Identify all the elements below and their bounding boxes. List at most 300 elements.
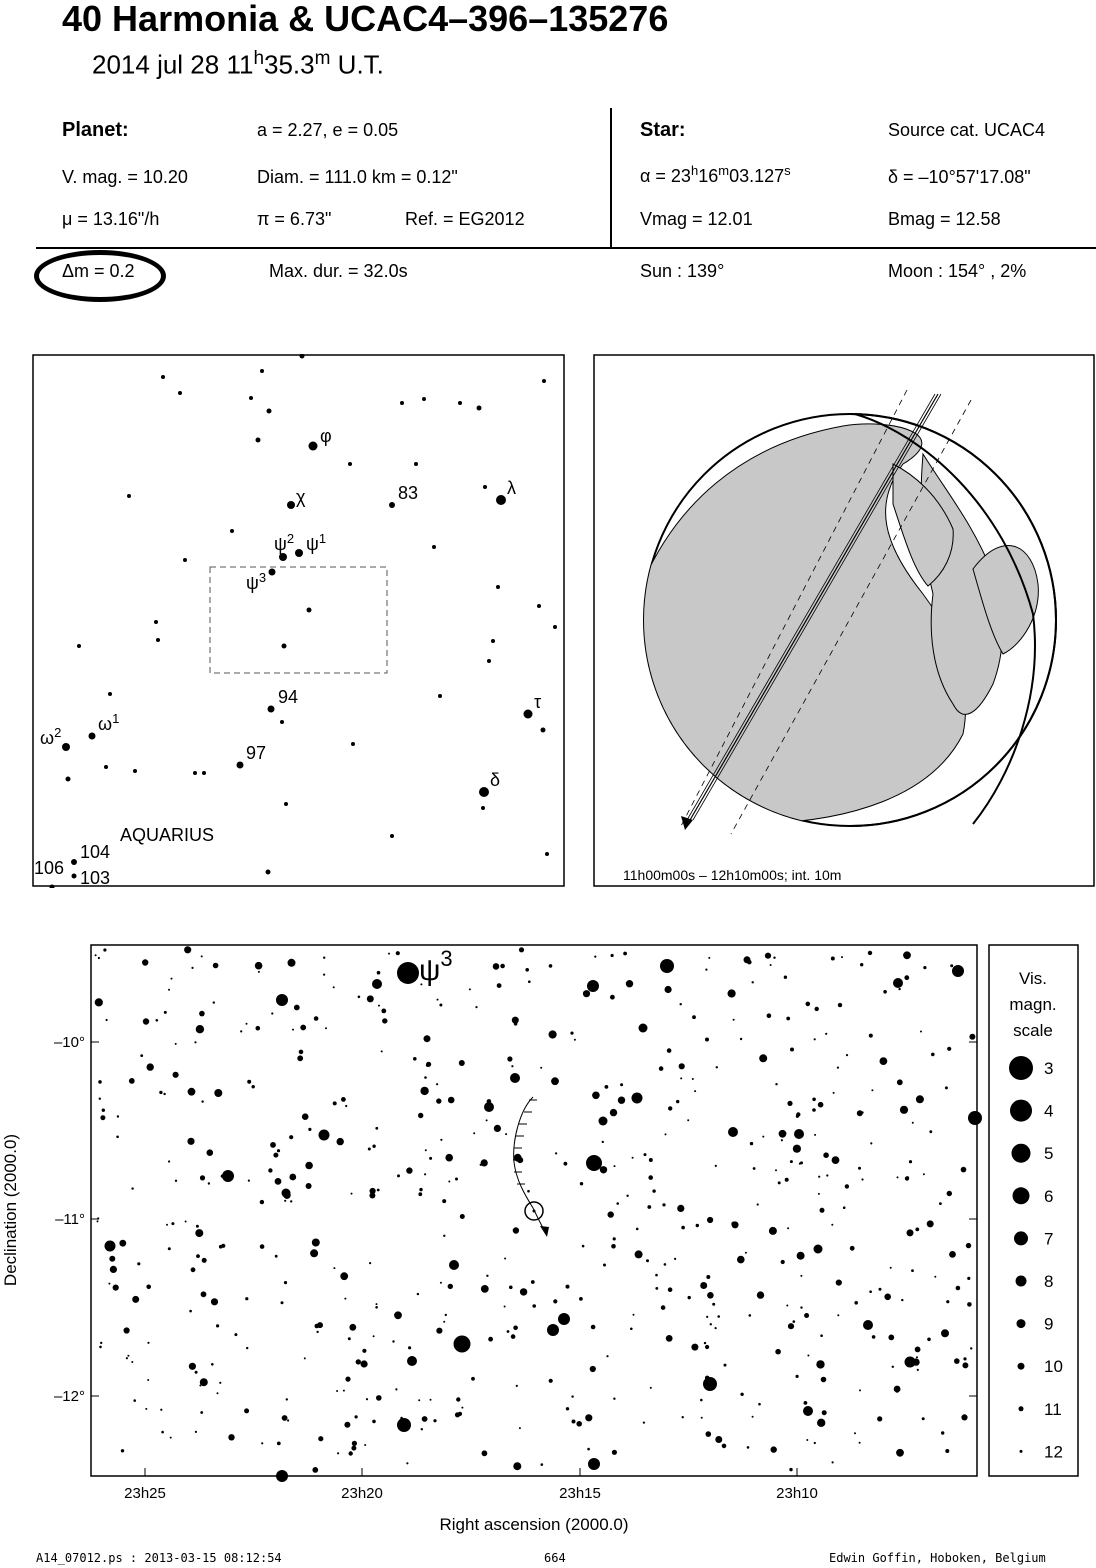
field-star bbox=[352, 1441, 357, 1446]
field-star bbox=[818, 1193, 820, 1195]
label-83: 83 bbox=[398, 483, 419, 503]
field-star bbox=[832, 1156, 840, 1164]
x-tick-1: 23h25 bbox=[124, 1485, 166, 1502]
field-star bbox=[443, 1235, 445, 1237]
field-star bbox=[880, 1057, 888, 1065]
label-psi3: $\psi^3$ bbox=[246, 570, 267, 593]
field-star bbox=[877, 1416, 882, 1421]
field-star bbox=[406, 1167, 412, 1173]
field-star bbox=[430, 1399, 432, 1401]
field-star bbox=[704, 1342, 706, 1344]
field-star bbox=[753, 1167, 756, 1170]
field-star bbox=[504, 1258, 506, 1260]
field-star bbox=[897, 1176, 899, 1178]
field-star bbox=[591, 1325, 596, 1330]
field-star bbox=[620, 1083, 623, 1086]
field-star bbox=[304, 1357, 306, 1359]
field-star bbox=[692, 1015, 696, 1019]
field-star bbox=[674, 1258, 676, 1260]
field-star bbox=[717, 1315, 720, 1318]
planet-ref: Ref. = EG2012 bbox=[405, 209, 525, 229]
footer-author: Edwin Goffin, Hoboken, Belgium bbox=[829, 1551, 1046, 1565]
field-star bbox=[234, 1333, 237, 1336]
field-star bbox=[820, 1208, 825, 1213]
field-star bbox=[939, 1202, 942, 1205]
field-star bbox=[381, 1050, 383, 1052]
alpha-mid: 16 bbox=[698, 166, 719, 186]
field-star bbox=[505, 1133, 507, 1135]
field-star bbox=[95, 998, 103, 1006]
field-star bbox=[759, 1054, 767, 1062]
field-star bbox=[854, 1301, 858, 1305]
finder-chart bbox=[32, 354, 566, 888]
field-star bbox=[244, 1408, 249, 1413]
field-star bbox=[815, 1007, 819, 1011]
label-phi: φ bbox=[320, 426, 332, 446]
field-star bbox=[378, 1005, 380, 1007]
max-duration: Max. dur. = 32.0s bbox=[269, 261, 408, 281]
field-star bbox=[647, 1205, 651, 1209]
field-star bbox=[626, 980, 633, 987]
field-star bbox=[705, 969, 707, 971]
field-star bbox=[571, 1395, 573, 1397]
field-star bbox=[630, 1328, 633, 1331]
field-star bbox=[806, 1002, 811, 1007]
field-star bbox=[954, 1358, 960, 1364]
star-heading: Star: bbox=[640, 119, 686, 141]
field-star bbox=[366, 1398, 368, 1400]
field-star bbox=[486, 1119, 488, 1121]
label-psi2: $\psi^2$ bbox=[274, 531, 295, 554]
field-star bbox=[775, 1083, 777, 1085]
field-star bbox=[927, 1220, 934, 1227]
field-star bbox=[549, 1030, 557, 1038]
field-star bbox=[201, 1291, 207, 1297]
legend-label-7: 7 bbox=[1044, 1229, 1054, 1249]
field-star bbox=[156, 1019, 159, 1022]
field-star bbox=[922, 1417, 925, 1420]
field-star bbox=[397, 1174, 400, 1177]
field-star bbox=[817, 1419, 825, 1427]
field-star bbox=[648, 1175, 653, 1180]
field-star bbox=[184, 946, 191, 953]
field-star bbox=[668, 1287, 673, 1292]
field-star bbox=[750, 1142, 753, 1145]
star-94 bbox=[268, 706, 275, 713]
field-star bbox=[961, 1414, 967, 1420]
field-star bbox=[816, 1360, 824, 1368]
field-star bbox=[668, 1106, 672, 1110]
field-star bbox=[787, 1101, 792, 1106]
field-star bbox=[963, 1357, 966, 1360]
field-star bbox=[396, 951, 400, 955]
field-star bbox=[246, 1347, 248, 1349]
field-star bbox=[355, 1415, 358, 1418]
field-star bbox=[580, 1182, 583, 1185]
field-star bbox=[679, 1063, 685, 1069]
field-star bbox=[312, 1239, 320, 1247]
field-star bbox=[566, 1407, 569, 1410]
field-star bbox=[923, 1173, 925, 1175]
field-star bbox=[626, 1195, 628, 1197]
field-star bbox=[281, 1301, 284, 1304]
field-star bbox=[655, 1274, 658, 1277]
star-psi3 bbox=[269, 569, 276, 576]
field-star bbox=[553, 1299, 557, 1303]
field-star bbox=[408, 1346, 411, 1349]
field-star bbox=[418, 1113, 423, 1118]
minute-text: 35.3 bbox=[264, 49, 315, 80]
field-star bbox=[549, 1379, 553, 1383]
field-star bbox=[860, 963, 863, 966]
field-star bbox=[600, 1166, 607, 1173]
field-star bbox=[707, 1217, 713, 1223]
field-star bbox=[564, 1162, 568, 1166]
field-star bbox=[277, 1442, 281, 1446]
field-star bbox=[585, 1414, 592, 1421]
legend-dot-9 bbox=[1017, 1319, 1026, 1328]
field-star bbox=[610, 1109, 617, 1116]
target-star bbox=[533, 1210, 536, 1213]
field-star bbox=[793, 1145, 801, 1153]
field-star bbox=[945, 1086, 948, 1089]
planet-heading: Planet: bbox=[62, 119, 129, 141]
field-star bbox=[614, 1165, 616, 1167]
star-alpha bbox=[640, 163, 791, 187]
field-star bbox=[308, 1128, 311, 1131]
field-star bbox=[868, 951, 872, 955]
field-star bbox=[613, 1398, 615, 1400]
field-star bbox=[191, 967, 193, 969]
field-star bbox=[826, 1174, 828, 1176]
field-star bbox=[287, 1419, 289, 1421]
field-star bbox=[582, 1245, 585, 1248]
field-star bbox=[376, 1303, 378, 1305]
field-star bbox=[758, 1403, 761, 1406]
field-star bbox=[773, 957, 775, 959]
field-star bbox=[98, 957, 100, 959]
field-star bbox=[201, 955, 203, 957]
field-star bbox=[814, 1038, 816, 1040]
field-star bbox=[372, 1420, 376, 1424]
globe-caption: 11h00m00s – 12h10m00s; int. 10m bbox=[623, 867, 842, 883]
field-star bbox=[705, 1038, 709, 1042]
field-star bbox=[784, 976, 787, 979]
field-star bbox=[661, 1305, 666, 1310]
field-star bbox=[469, 988, 471, 990]
field-star bbox=[854, 1432, 856, 1434]
field-star bbox=[361, 1360, 368, 1367]
field-star bbox=[377, 1189, 380, 1192]
x-tick-3: 23h15 bbox=[559, 1485, 601, 1502]
field-star bbox=[142, 959, 148, 965]
field-star bbox=[442, 1199, 446, 1203]
field-star bbox=[369, 1262, 371, 1264]
field-star bbox=[821, 1377, 827, 1383]
field-star bbox=[934, 1276, 936, 1278]
field-star bbox=[519, 947, 524, 952]
field-star bbox=[196, 1225, 199, 1228]
field-star bbox=[143, 1018, 149, 1024]
psi3-detail-label: $\psi^3$ bbox=[419, 946, 453, 987]
field-star bbox=[687, 1119, 689, 1121]
field-star bbox=[790, 1048, 794, 1052]
field-star bbox=[406, 1462, 408, 1464]
field-star bbox=[351, 1446, 356, 1451]
field-star bbox=[812, 1108, 816, 1112]
field-star bbox=[931, 1053, 935, 1057]
field-star bbox=[831, 1224, 833, 1226]
field-star bbox=[323, 974, 325, 976]
field-star bbox=[659, 1066, 664, 1071]
star-psi3-detail bbox=[397, 962, 419, 984]
alpha-s: s bbox=[784, 163, 791, 178]
field-star bbox=[126, 1357, 128, 1359]
field-star bbox=[110, 1266, 117, 1273]
field-star bbox=[708, 957, 710, 959]
field-star bbox=[896, 1449, 904, 1457]
label-tau: τ bbox=[534, 692, 542, 712]
field-star bbox=[424, 1076, 427, 1079]
field-star bbox=[904, 975, 909, 980]
field-star bbox=[788, 1323, 794, 1329]
field-star bbox=[923, 966, 926, 969]
field-star bbox=[897, 1079, 903, 1085]
field-star bbox=[950, 964, 953, 967]
field-star bbox=[770, 964, 772, 966]
field-star bbox=[618, 1097, 625, 1104]
field-star bbox=[602, 1141, 604, 1143]
field-star bbox=[147, 1342, 149, 1344]
field-star bbox=[381, 1009, 386, 1014]
field-star bbox=[270, 1142, 276, 1148]
field-star bbox=[219, 1382, 221, 1384]
field-star bbox=[376, 1395, 382, 1401]
header-rule bbox=[36, 247, 1096, 249]
field-star bbox=[525, 968, 529, 972]
field-star bbox=[570, 1032, 573, 1035]
field-star bbox=[200, 1378, 208, 1386]
field-star bbox=[392, 1340, 394, 1342]
field-star bbox=[306, 1183, 312, 1189]
field-star bbox=[201, 1100, 203, 1102]
field-star bbox=[610, 995, 615, 1000]
field-star bbox=[812, 1098, 816, 1102]
field-star bbox=[841, 956, 843, 958]
field-star bbox=[797, 1252, 805, 1260]
field-star bbox=[194, 1041, 196, 1043]
field-star bbox=[700, 1282, 707, 1289]
event-datetime bbox=[92, 48, 384, 81]
field-star bbox=[804, 1401, 808, 1405]
field-star bbox=[649, 1158, 653, 1162]
field-star bbox=[216, 1324, 219, 1327]
field-star bbox=[769, 1227, 777, 1235]
field-star bbox=[528, 980, 531, 983]
field-star bbox=[482, 1450, 488, 1456]
field-star bbox=[583, 990, 590, 997]
field-star bbox=[429, 1157, 432, 1160]
field-star bbox=[949, 1251, 956, 1258]
field-star bbox=[836, 1280, 842, 1286]
field-star bbox=[733, 1019, 735, 1021]
field-star bbox=[682, 1416, 684, 1418]
star-source: Source cat. UCAC4 bbox=[888, 120, 1046, 140]
field-star bbox=[367, 995, 374, 1002]
y-tick-1: –10° bbox=[53, 1034, 85, 1051]
field-star bbox=[712, 1303, 715, 1306]
field-star bbox=[170, 1437, 172, 1439]
field-star bbox=[775, 1169, 777, 1171]
field-star bbox=[99, 1098, 101, 1100]
legend-label-11: 11 bbox=[1044, 1399, 1062, 1419]
field-star bbox=[255, 962, 263, 970]
field-star bbox=[814, 1134, 816, 1136]
legend-label-3: 3 bbox=[1044, 1059, 1054, 1078]
field-star bbox=[862, 1111, 864, 1113]
field-star bbox=[345, 1377, 350, 1382]
field-star bbox=[289, 1174, 296, 1181]
field-star bbox=[715, 1436, 722, 1443]
field-star bbox=[644, 1153, 647, 1156]
field-star bbox=[728, 989, 736, 997]
field-star bbox=[967, 1277, 970, 1280]
field-star bbox=[606, 1355, 608, 1357]
field-star bbox=[117, 1115, 119, 1117]
field-star bbox=[255, 1026, 260, 1031]
field-star bbox=[461, 1407, 463, 1409]
star-103 bbox=[72, 874, 77, 879]
field-star bbox=[732, 1221, 739, 1228]
field-star bbox=[191, 1267, 196, 1272]
field-star bbox=[605, 1085, 609, 1089]
star-delta bbox=[479, 787, 489, 797]
field-star bbox=[171, 1222, 174, 1225]
x-tick-labels bbox=[124, 1485, 818, 1502]
field-star bbox=[211, 1363, 214, 1366]
field-star bbox=[163, 1093, 165, 1095]
field-star bbox=[173, 1072, 179, 1078]
field-star bbox=[667, 987, 671, 991]
field-star bbox=[271, 1012, 273, 1014]
field-star bbox=[818, 1176, 820, 1178]
field-star bbox=[636, 1228, 639, 1231]
field-star bbox=[879, 1288, 882, 1291]
label-omega1: $\omega^1$ bbox=[98, 711, 120, 734]
field-star bbox=[806, 1439, 808, 1441]
field-star bbox=[956, 1286, 961, 1291]
field-star bbox=[299, 1050, 304, 1055]
field-star bbox=[781, 1139, 783, 1141]
field-star bbox=[455, 1178, 458, 1181]
field-star bbox=[883, 990, 887, 994]
field-star bbox=[413, 1057, 417, 1061]
planet-orbit: a = 2.27, e = 0.05 bbox=[257, 120, 399, 140]
field-star bbox=[970, 1347, 972, 1349]
field-star bbox=[344, 1422, 350, 1428]
field-star bbox=[448, 1097, 455, 1104]
field-star bbox=[202, 1258, 207, 1263]
alpha-pre: α = 23 bbox=[640, 166, 691, 186]
field-star bbox=[159, 1091, 162, 1094]
field-star bbox=[175, 1180, 177, 1182]
field-star bbox=[692, 1078, 694, 1080]
field-star bbox=[724, 1364, 727, 1367]
field-star bbox=[869, 1290, 872, 1293]
field-star bbox=[962, 1362, 968, 1368]
field-star bbox=[388, 953, 390, 955]
hour-sup: h bbox=[253, 48, 265, 69]
field-star bbox=[884, 1294, 891, 1301]
field-star bbox=[696, 1224, 699, 1227]
field-star bbox=[288, 959, 296, 967]
field-star bbox=[822, 1410, 827, 1415]
field-star bbox=[861, 1178, 863, 1180]
magnitude-legend bbox=[988, 944, 1080, 1478]
field-star bbox=[796, 1112, 800, 1116]
field-star bbox=[418, 1399, 420, 1401]
field-star bbox=[779, 1130, 787, 1138]
field-star bbox=[284, 1200, 286, 1202]
field-star bbox=[594, 956, 596, 958]
field-star bbox=[859, 1442, 861, 1444]
legend-dot-3 bbox=[1009, 1056, 1033, 1080]
field-star bbox=[800, 1306, 802, 1308]
field-star bbox=[846, 1054, 848, 1056]
field-star bbox=[147, 1063, 154, 1070]
field-star bbox=[676, 1100, 679, 1103]
field-star bbox=[664, 1263, 667, 1266]
field-star bbox=[579, 1297, 583, 1301]
field-star bbox=[317, 1322, 323, 1328]
field-star bbox=[833, 1092, 835, 1094]
field-star bbox=[745, 1252, 747, 1254]
field-star bbox=[832, 1461, 834, 1463]
field-star bbox=[145, 1408, 147, 1410]
star-97 bbox=[237, 762, 244, 769]
field-star bbox=[132, 1296, 139, 1303]
field-star bbox=[907, 1229, 914, 1236]
field-star bbox=[859, 1389, 861, 1391]
legend-dot-10 bbox=[1018, 1363, 1025, 1370]
star-lambda bbox=[496, 495, 506, 505]
field-star bbox=[100, 1115, 105, 1120]
field-star bbox=[900, 1106, 908, 1114]
field-star bbox=[121, 1449, 124, 1452]
field-star bbox=[643, 1422, 645, 1424]
delta-mag: Δm = 0.2 bbox=[62, 261, 135, 281]
field-star bbox=[916, 1356, 918, 1358]
field-star bbox=[493, 963, 500, 970]
field-star bbox=[275, 1178, 282, 1185]
field-star bbox=[945, 1449, 949, 1453]
field-star bbox=[286, 1398, 288, 1400]
field-star bbox=[336, 1390, 338, 1392]
alpha-m: m bbox=[718, 163, 730, 178]
field-star bbox=[362, 1349, 366, 1353]
field-star bbox=[481, 1285, 489, 1293]
field-star bbox=[540, 1067, 542, 1069]
field-star bbox=[140, 1054, 143, 1057]
field-star bbox=[382, 1018, 387, 1023]
label-psi1: $\psi^1$ bbox=[306, 531, 327, 554]
field-star bbox=[744, 956, 751, 963]
legend-title-3: scale bbox=[1013, 1021, 1053, 1040]
field-star bbox=[300, 1025, 306, 1031]
field-star bbox=[752, 981, 754, 983]
field-star bbox=[187, 1138, 194, 1145]
field-star bbox=[650, 1387, 652, 1389]
